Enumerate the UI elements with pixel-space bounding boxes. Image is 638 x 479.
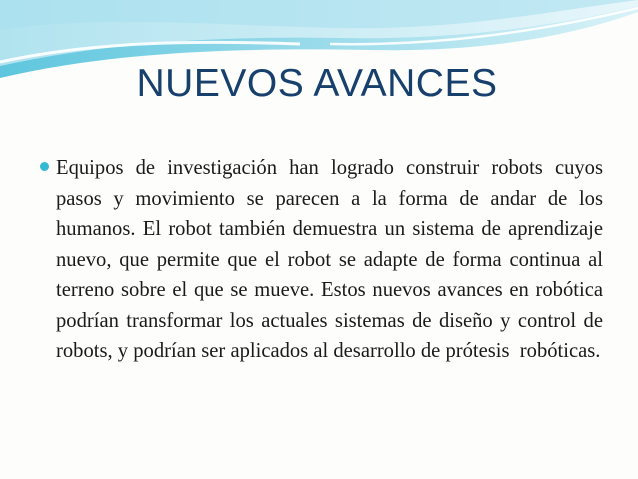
slide-title-text: NUEVOS AVANCES (136, 62, 498, 105)
bullet-marker-icon (40, 162, 49, 171)
bullet-text: Equipos de investigación han logrado construir robots cuyos pasos y movimiento se parecen a la forma de andar de los humanos. El robot también demuestra un sistema de aprendizaje nuevo, que permite que el robot se adapte de forma continua al terreno sobre el que se mueve. Estos nuevos avances en robótica podrían transformar los actuales sistemas de diseño y control de robots, y podrían ser aplicados al desarrollo de prótesis robóticas. (56, 157, 614, 362)
slide-title (0, 62, 638, 106)
